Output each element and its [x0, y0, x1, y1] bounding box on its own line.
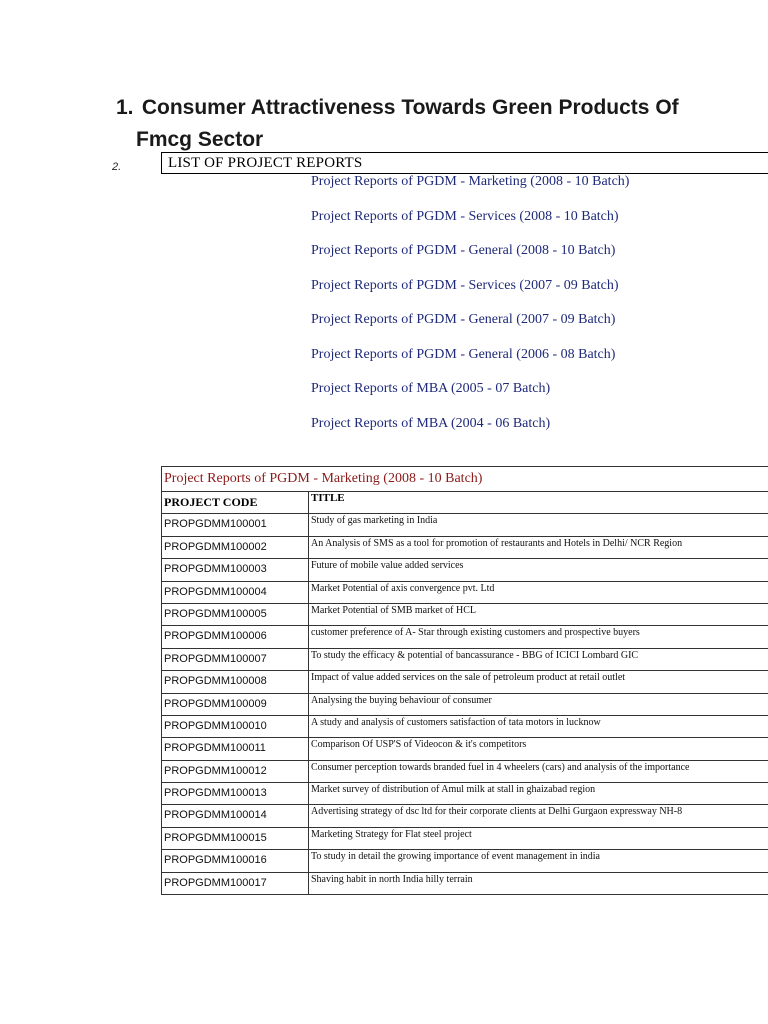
project-title-cell: Study of gas marketing in India: [309, 514, 768, 536]
project-code-cell: PROPGDMM100009: [162, 693, 309, 715]
table-row: [162, 850, 768, 872]
table-row: [162, 827, 768, 849]
table-row: [162, 536, 768, 558]
project-title-cell: Impact of value added services on the sale of petroleum product at retail outlet: [309, 671, 768, 693]
report-link-mba-2005-07[interactable]: Project Reports of MBA (2005 - 07 Batch): [311, 381, 551, 396]
table-row: [162, 715, 768, 737]
project-reports-table: [161, 466, 768, 895]
report-links-list: [311, 174, 761, 450]
table-row: [162, 559, 768, 581]
table-row: [162, 783, 768, 805]
table-title-row: [162, 467, 768, 492]
report-link-pgdm-general-2007-09[interactable]: Project Reports of PGDM - General (2007 - 09 Batch): [311, 312, 616, 327]
table-body: [162, 514, 768, 895]
project-title-cell: Advertising strategy of dsc ltd for their corporate clients at Delhi Gurgaon expressway NH-8: [309, 805, 768, 827]
table-row: [162, 760, 768, 782]
project-title-cell: An Analysis of SMS as a tool for promotion of restaurants and Hotels in Delhi/ NCR Region: [309, 536, 768, 558]
project-code-cell: PROPGDMM100012: [162, 760, 309, 782]
project-title-cell: Marketing Strategy for Flat steel project: [309, 827, 768, 849]
project-code-cell: PROPGDMM100011: [162, 738, 309, 760]
project-code-cell: PROPGDMM100015: [162, 827, 309, 849]
table-row: [162, 626, 768, 648]
project-title-cell: customer preference of A- Star through existing customers and prospective buyers: [309, 626, 768, 648]
project-title-cell: Future of mobile value added services: [309, 559, 768, 581]
report-link-pgdm-services-2008-10[interactable]: Project Reports of PGDM - Services (2008 - 10 Batch): [311, 208, 619, 224]
project-code-cell: PROPGDMM100004: [162, 581, 309, 603]
table-header-row: [162, 492, 768, 514]
heading-line-1: Consumer Attractiveness Towards Green Products Of: [141, 96, 679, 119]
project-code-cell: PROPGDMM100014: [162, 805, 309, 827]
table-row: [162, 603, 768, 625]
project-title-cell: Market Potential of SMB market of HCL: [309, 603, 768, 625]
project-code-cell: PROPGDMM100017: [162, 872, 309, 894]
project-title-cell: Analysing the buying behaviour of consumer: [309, 693, 768, 715]
table-row: [162, 514, 768, 536]
report-link-mba-2004-06[interactable]: Project Reports of MBA (2004 - 06 Batch): [311, 415, 551, 431]
document-heading: [116, 92, 766, 156]
table-title: Project Reports of PGDM - Marketing (2008 - 10 Batch): [162, 467, 768, 492]
project-code-cell: PROPGDMM100001: [162, 514, 309, 536]
table-row: [162, 581, 768, 603]
project-title-cell: Comparison Of USP'S of Videocon & it's competitors: [309, 738, 768, 760]
project-title-cell: To study the efficacy & potential of bancassurance - BBG of ICICI Lombard GIC: [309, 648, 768, 670]
project-code-cell: PROPGDMM100010: [162, 715, 309, 737]
project-code-cell: PROPGDMM100013: [162, 783, 309, 805]
report-link-pgdm-general-2008-10[interactable]: Project Reports of PGDM - General (2008 - 10 Batch): [311, 243, 616, 258]
table-row: [162, 738, 768, 760]
project-code-cell: PROPGDMM100005: [162, 603, 309, 625]
project-code-cell: PROPGDMM100008: [162, 671, 309, 693]
project-title-cell: Market survey of distribution of Amul milk at stall in ghaizabad region: [309, 783, 768, 805]
project-code-cell: PROPGDMM100006: [162, 626, 309, 648]
list-title: LIST OF PROJECT REPORTS: [168, 155, 363, 171]
table-row: [162, 648, 768, 670]
table-row: [162, 693, 768, 715]
project-code-cell: PROPGDMM100002: [162, 536, 309, 558]
heading-line-2: Fmcg Sector: [136, 128, 264, 151]
project-title-cell: A study and analysis of customers satisfaction of tata motors in lucknow: [309, 715, 768, 737]
table-row: [162, 805, 768, 827]
list-number: 2.: [112, 161, 122, 173]
table-row: [162, 671, 768, 693]
project-code-cell: PROPGDMM100007: [162, 648, 309, 670]
report-link-pgdm-services-2007-09[interactable]: Project Reports of PGDM - Services (2007 - 09 Batch): [311, 277, 619, 293]
report-link-pgdm-marketing-2008-10[interactable]: Project Reports of PGDM - Marketing (2008 - 10 Batch): [311, 174, 630, 189]
table-row: [162, 872, 768, 894]
column-header-project-code: PROJECT CODE: [162, 492, 309, 514]
project-code-cell: PROPGDMM100003: [162, 559, 309, 581]
list-header-box: [161, 152, 768, 174]
column-header-title: TITLE: [309, 492, 768, 514]
report-link-pgdm-general-2006-08[interactable]: Project Reports of PGDM - General (2006 - 08 Batch): [311, 346, 616, 362]
project-title-cell: Consumer perception towards branded fuel in 4 wheelers (cars) and analysis of the importance: [309, 760, 768, 782]
project-title-cell: Market Potential of axis convergence pvt. Ltd: [309, 581, 768, 603]
heading-number: 1.: [116, 96, 134, 119]
project-code-cell: PROPGDMM100016: [162, 850, 309, 872]
project-title-cell: Shaving habit in north India hilly terrain: [309, 872, 768, 894]
project-title-cell: To study in detail the growing importance of event management in india: [309, 850, 768, 872]
